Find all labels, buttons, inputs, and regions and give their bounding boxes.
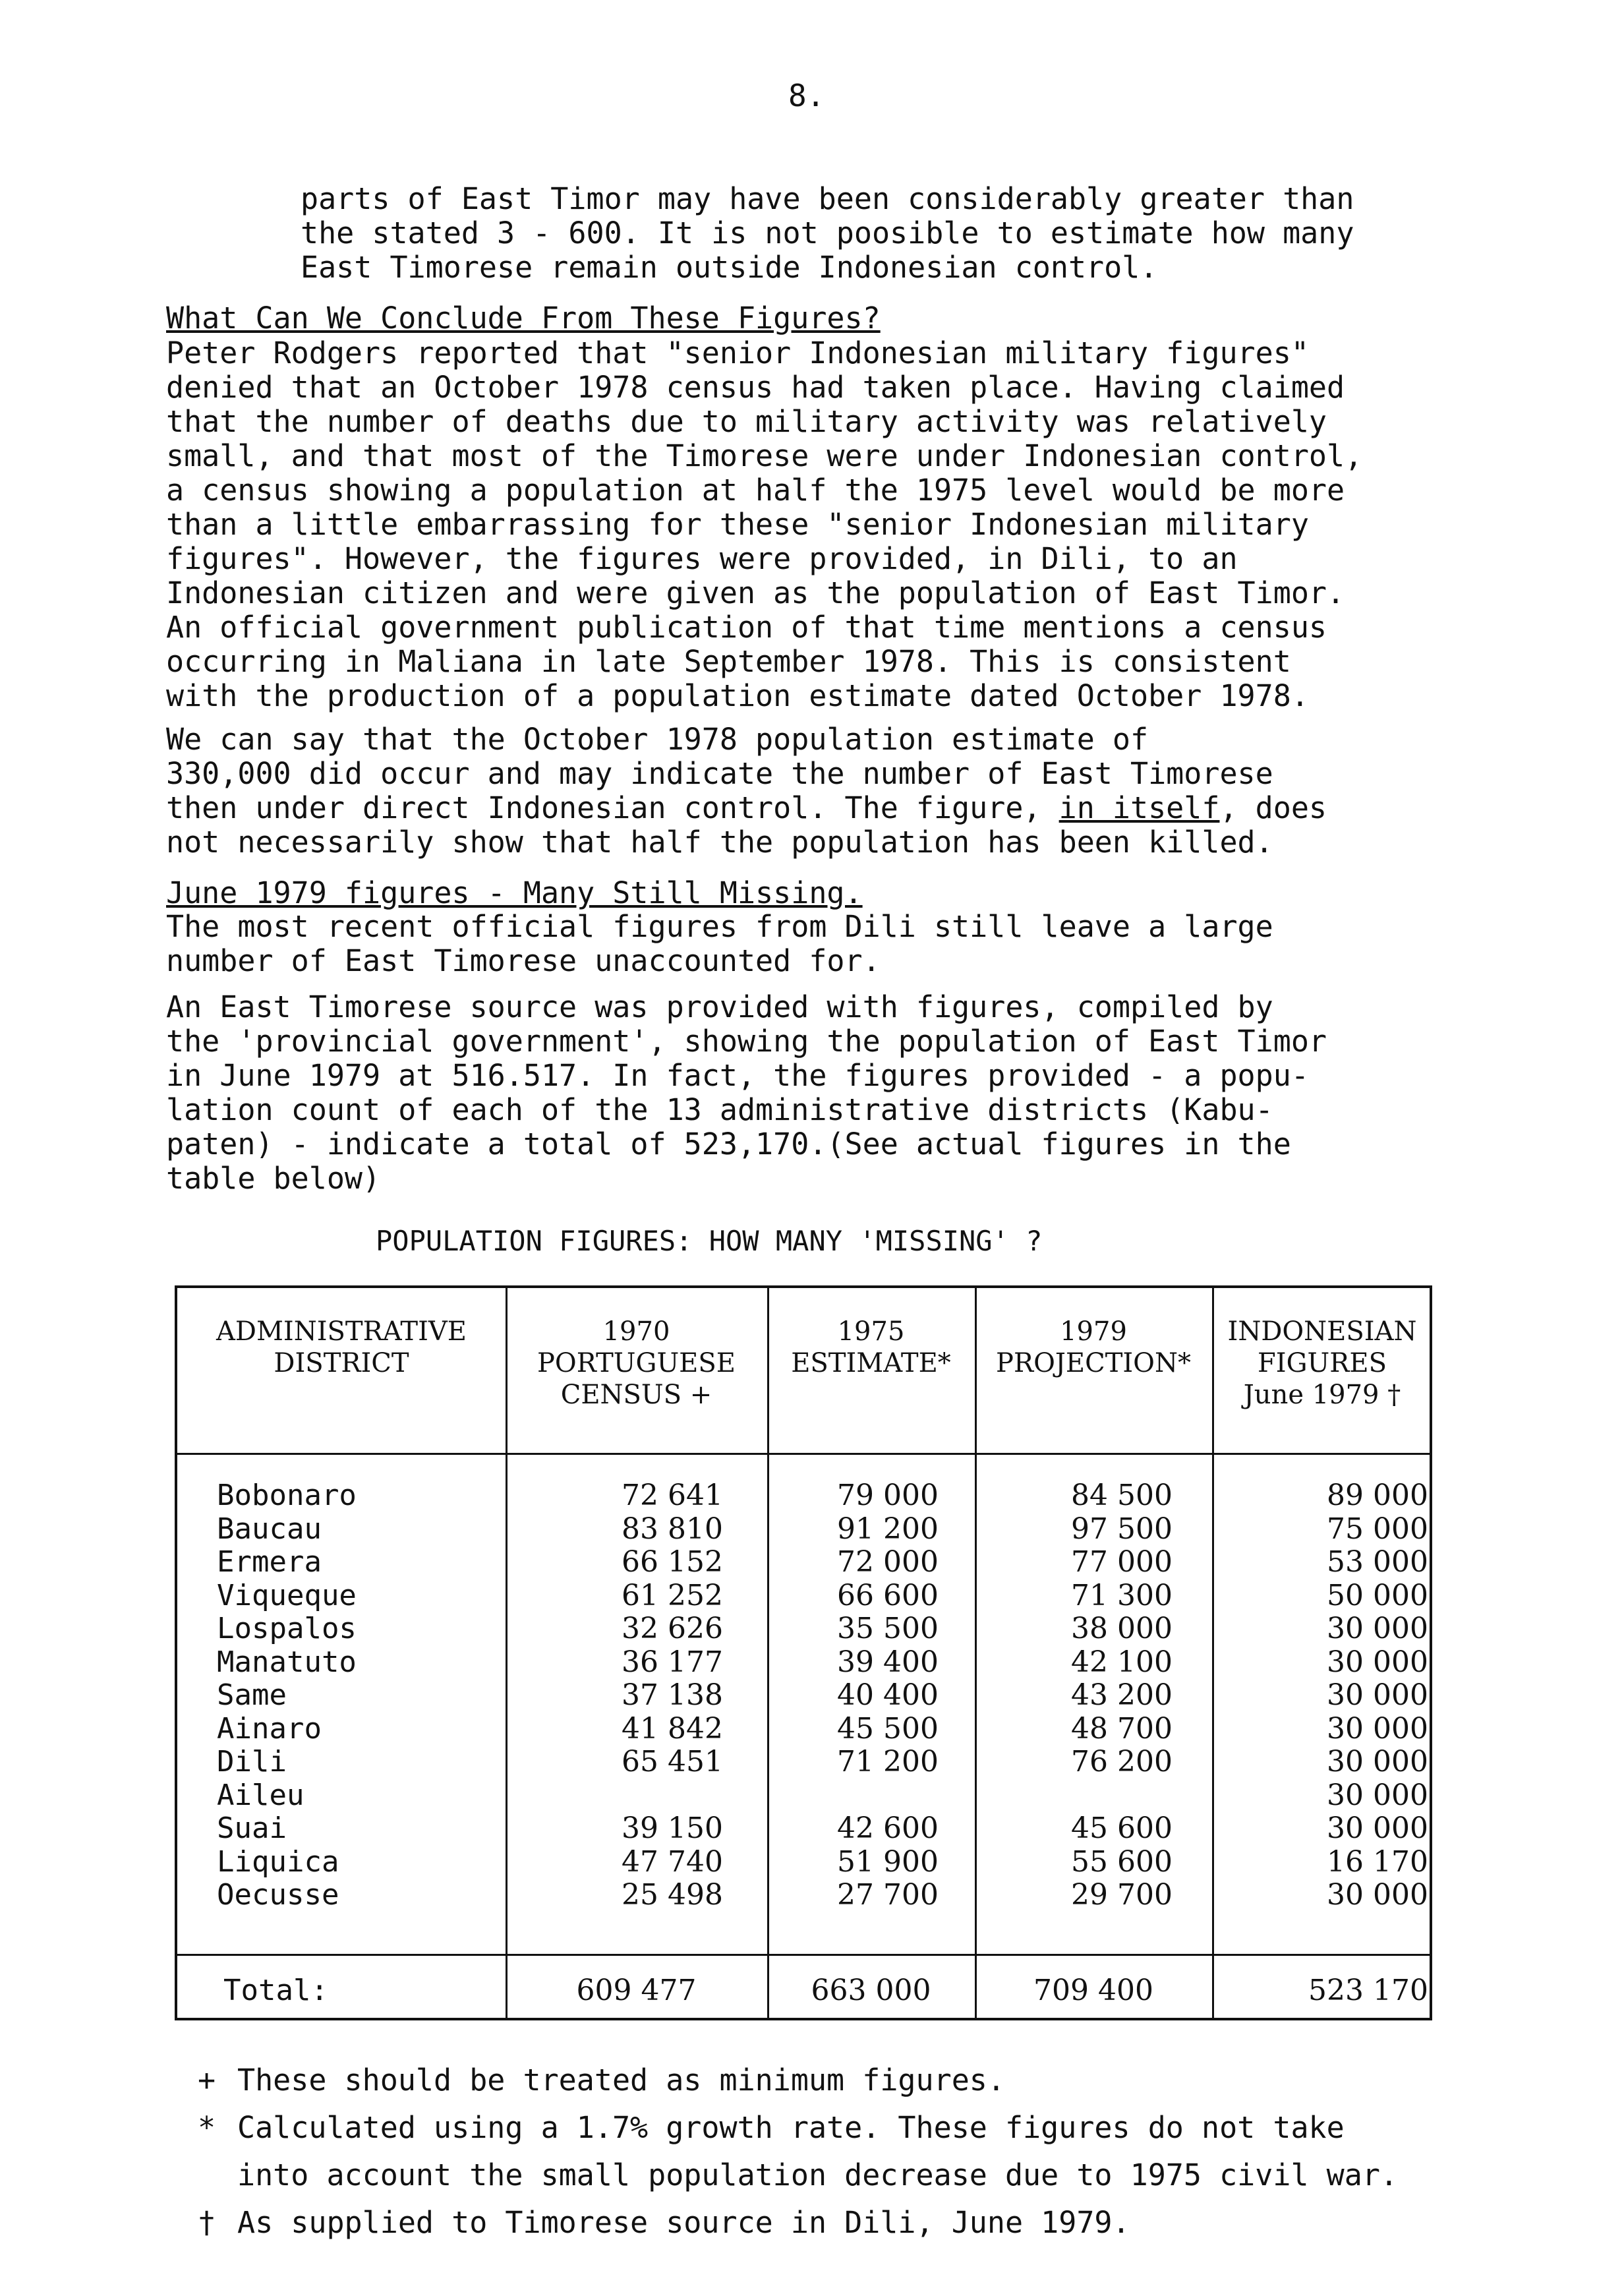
page-number: 8.	[788, 78, 825, 113]
table-cell-projection-1979: 43 200	[1071, 1678, 1173, 1712]
table-cell-census-1970: 32 626	[622, 1612, 723, 1645]
table-cell-census-1970: 37 138	[622, 1678, 723, 1712]
paragraph-source: An East Timorese source was provided with figures, compiled by the 'provincial government', showing the population of East Timor in June 1979 at 516.517. In fact, the figures provided - a popu- lation count of each of the 13 administrative districts (Kabu- paten) - indicate a total of 523,170.(See actual figures in the table below)	[166, 989, 1327, 1196]
table-cell-indonesian-1979: 75 000	[1327, 1512, 1428, 1546]
table-cell-estimate-1975: 79 000	[837, 1479, 939, 1512]
table-cell-census-1970: 25 498	[622, 1878, 723, 1912]
total-indonesian-1979: 523 170	[1308, 1974, 1428, 2007]
table-cell-indonesian-1979: 50 000	[1327, 1578, 1428, 1612]
paragraph-text: , does not necessarily show that half the population has been killed.	[166, 790, 1327, 860]
table-cell-census-1970	[506, 1779, 723, 1813]
total-census-1970: 609 477	[576, 1974, 697, 2007]
table-cell-estimate-1975	[767, 1779, 939, 1813]
header-census-1970: 1970 PORTUGUESE CENSUS +	[537, 1316, 736, 1410]
heading-june-1979: June 1979 figures - Many Still Missing.	[166, 875, 863, 910]
table-cell-district: Oecusse	[217, 1878, 339, 1912]
table-cell-projection-1979: 55 600	[1071, 1844, 1173, 1879]
table-cell-projection-1979: 76 200	[1071, 1745, 1173, 1779]
table-cell-estimate-1975: 42 600	[837, 1811, 939, 1845]
table-cell-census-1970: 41 842	[622, 1711, 723, 1746]
table-cell-indonesian-1979: 30 000	[1327, 1645, 1428, 1679]
table-cell-estimate-1975: 91 200	[837, 1512, 939, 1546]
table-cell-district: Lospalos	[217, 1612, 357, 1645]
table-cell-projection-1979: 42 100	[1071, 1645, 1173, 1679]
table-cell-estimate-1975: 66 600	[837, 1578, 939, 1612]
footnote-text: As supplied to Timorese source in Dili, June 1979.	[237, 2205, 1130, 2240]
table-cell-district: Ainaro	[217, 1711, 322, 1746]
table-cell-indonesian-1979: 30 000	[1327, 1711, 1428, 1746]
table-cell-district: Baucau	[217, 1512, 322, 1546]
footnotes	[198, 2057, 1398, 2247]
table-cell-estimate-1975: 51 900	[837, 1844, 939, 1879]
table-cell-projection-1979: 77 000	[1071, 1545, 1173, 1579]
table-cell-indonesian-1979: 30 000	[1327, 1612, 1428, 1645]
header-indonesian-1979: INDONESIAN FIGURES June 1979 †	[1227, 1316, 1417, 1410]
table-cell-indonesian-1979: 30 000	[1327, 1878, 1428, 1912]
footnote-text: Calculated using a 1.7% growth rate. These figures do not take	[237, 2110, 1345, 2145]
header-district: ADMINISTRATIVE DISTRICT	[216, 1316, 467, 1378]
table-cell-census-1970: 36 177	[622, 1645, 723, 1679]
population-table	[175, 1285, 1432, 2020]
total-projection-1979: 709 400	[1033, 1974, 1153, 2007]
table-cell-census-1970: 47 740	[622, 1844, 723, 1879]
census-1970-column	[506, 1479, 723, 1912]
table-cell-estimate-1975: 40 400	[837, 1678, 939, 1712]
table-cell-indonesian-1979: 30 000	[1327, 1778, 1428, 1812]
table-cell-district: Suai	[217, 1811, 287, 1845]
table-cell-district: Aileu	[217, 1778, 304, 1812]
paragraph-unaccounted: The most recent official figures from Dili still leave a large number of East Timorese unaccounted for.	[166, 909, 1273, 978]
header-divider	[177, 1453, 1430, 1455]
table-cell-district: Same	[217, 1678, 287, 1712]
table-cell-census-1970: 61 252	[622, 1578, 723, 1612]
table-cell-district: Bobonaro	[217, 1479, 357, 1512]
table-title: POPULATION FIGURES: HOW MANY 'MISSING' ?	[376, 1225, 1043, 1257]
table-cell-estimate-1975: 39 400	[837, 1645, 939, 1679]
table-cell-projection-1979: 45 600	[1071, 1811, 1173, 1845]
table-cell-district: Dili	[217, 1745, 287, 1779]
estimate-1975-column	[767, 1479, 939, 1912]
heading-conclusion: What Can We Conclude From These Figures?	[166, 301, 881, 336]
footnote	[198, 2104, 1398, 2152]
table-cell-indonesian-1979: 89 000	[1327, 1479, 1428, 1512]
table-cell-projection-1979: 29 700	[1071, 1878, 1173, 1912]
table-cell-census-1970: 65 451	[622, 1745, 723, 1779]
header-estimate-1975: 1975 ESTIMATE*	[791, 1316, 951, 1378]
table-cell-indonesian-1979: 30 000	[1327, 1678, 1428, 1712]
table-cell-estimate-1975: 27 700	[837, 1878, 939, 1912]
table-cell-projection-1979: 97 500	[1071, 1512, 1173, 1546]
total-estimate-1975: 663 000	[811, 1974, 931, 2007]
table-cell-estimate-1975: 72 000	[837, 1545, 939, 1579]
footnote-symbol: †	[198, 2205, 216, 2240]
footnote-symbol: +	[198, 2063, 216, 2098]
table-cell-indonesian-1979: 16 170	[1327, 1844, 1428, 1879]
table-cell-census-1970: 66 152	[622, 1545, 723, 1579]
district-column	[217, 1479, 494, 1912]
table-cell-census-1970: 39 150	[622, 1811, 723, 1845]
table-cell-projection-1979: 48 700	[1071, 1711, 1173, 1746]
paragraph-october-estimate	[166, 722, 1517, 860]
underlined-phrase: in itself	[1058, 790, 1220, 825]
table-cell-indonesian-1979: 53 000	[1327, 1545, 1428, 1579]
header-projection-1979: 1979 PROJECTION*	[996, 1316, 1191, 1378]
table-cell-indonesian-1979: 30 000	[1327, 1811, 1428, 1845]
table-cell-district: Viqueque	[217, 1578, 357, 1612]
total-label: Total:	[223, 1974, 328, 2007]
footnote-symbol: *	[198, 2110, 216, 2145]
footnote-text: These should be treated as minimum figures.	[237, 2063, 1005, 2098]
projection-1979-column	[975, 1479, 1173, 1912]
table-cell-projection-1979	[975, 1779, 1173, 1813]
table-cell-estimate-1975: 71 200	[837, 1745, 939, 1779]
table-cell-district: Manatuto	[217, 1645, 357, 1679]
paragraph-intro: parts of East Timor may have been considerably greater than the stated 3 - 600. It is not poosible to estimate how many East Timorese remain outside Indonesian control.	[301, 181, 1354, 285]
table-cell-estimate-1975: 35 500	[837, 1612, 939, 1645]
table-cell-projection-1979: 38 000	[1071, 1612, 1173, 1645]
footnote	[198, 2152, 1398, 2199]
table-cell-projection-1979: 84 500	[1071, 1479, 1173, 1512]
table-cell-district: Liquica	[217, 1844, 339, 1879]
indonesian-1979-column	[1212, 1479, 1428, 1912]
table-cell-projection-1979: 71 300	[1071, 1578, 1173, 1612]
paragraph-text: We can say that the October 1978 population estimate of 330,000 did occur and may indicate the number of East Timorese then under direct Indonesian control. The figure,	[166, 722, 1273, 825]
table-cell-district: Ermera	[217, 1545, 322, 1579]
paragraph-rodgers: Peter Rodgers reported that "senior Indonesian military figures" denied that an October 1978 census had taken place. Having claimed that the number of deaths due to military activity was relatively small, and that most of the Timorese were under Indonesian control, a census showing a population at half the 1975 level would be more than a little embarrassing for these "senior Indonesian military figures". However, the figures were provided, in Dili, to an Indonesian citizen and were given as the population of East Timor. An official government publication of that time mentions a census occurring in Maliana in late September 1978. This is consistent with the production of a population estimate dated October 1978.	[166, 336, 1363, 713]
table-cell-indonesian-1979: 30 000	[1327, 1745, 1428, 1779]
table-cell-census-1970: 72 641	[622, 1479, 723, 1512]
footnote-text: into account the small population decrease due to 1975 civil war.	[237, 2158, 1398, 2192]
table-cell-census-1970: 83 810	[622, 1512, 723, 1546]
footnote	[198, 2057, 1398, 2104]
table-cell-estimate-1975: 45 500	[837, 1711, 939, 1746]
footnote	[198, 2199, 1398, 2247]
total-divider	[177, 1954, 1430, 1956]
